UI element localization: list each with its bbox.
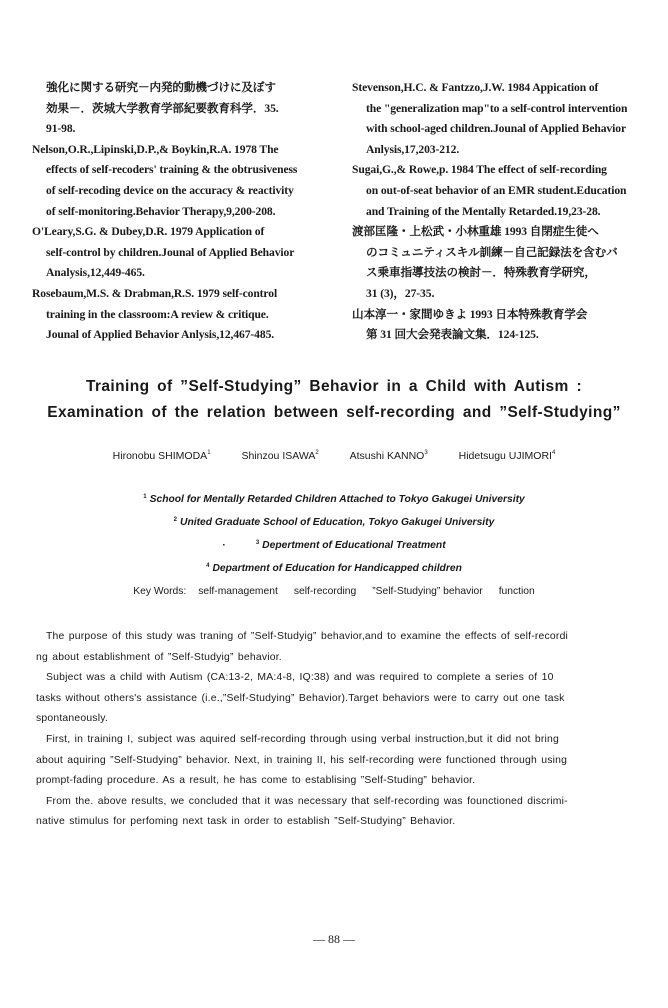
keyword: self-management <box>198 586 278 597</box>
reference-line: Rosebaum,M.S. & Drabman,R.S. 1979 self-control <box>32 286 278 300</box>
reference-line: 山本淳一・家間ゆきよ 1993 日本特殊教育学会 <box>352 307 588 321</box>
abstract-line: From the. above results, we concluded that it was necessary that self-recording was founctioned discrimi- <box>46 795 568 807</box>
affiliation-mark: 4 <box>206 563 210 569</box>
affiliation-text: School for Mentally Retarded Children Attached to Tokyo Gakugei University <box>149 494 525 505</box>
reference-line: 31 (3)，27-35. <box>366 286 435 300</box>
reference-line: on out-of-seat behavior of an EMR student.Education <box>366 183 627 197</box>
reference-line: the "generalization map"to a self-control intervention <box>366 101 628 115</box>
author <box>459 450 556 462</box>
reference-entry <box>32 78 332 140</box>
reference-line: Anlysis,17,203-212. <box>366 142 460 156</box>
author-name: Hironobu SHIMODA <box>112 450 208 462</box>
reference-line: Sugai,G.,& Rowe,p. 1984 The effect of self-recording <box>352 163 607 177</box>
reference-line: Analysis,12,449-465. <box>46 266 145 280</box>
affiliation-mark: 2 <box>315 450 319 456</box>
page-number: — 88 — <box>313 932 355 946</box>
reference-entry <box>352 222 652 304</box>
references-left-column <box>32 78 332 346</box>
keyword: self-recording <box>293 586 357 597</box>
reference-line: of self-monitoring.Behavior Therapy,9,200-208. <box>46 204 276 218</box>
reference-entry <box>352 160 652 222</box>
affiliation-text: Depertment of Educational Treatment <box>262 540 446 551</box>
affiliation-mark: 4 <box>551 450 556 456</box>
reference-line: effects of self-recoders' training & the obtrusiveness <box>46 163 298 177</box>
stray-dot: · <box>222 540 226 551</box>
author <box>113 450 211 462</box>
abstract <box>36 627 636 833</box>
reference-entry <box>32 222 332 284</box>
affiliation-mark: 1 <box>143 494 147 500</box>
abstract-line: The purpose of this study was traning of ”Self-Studyig” behavior,and to examine the effects of self-recordi <box>46 631 569 642</box>
affiliation-text: United Graduate School of Education, Tokyo Gakugei University <box>180 517 495 528</box>
affiliation-mark: 1 <box>207 450 211 456</box>
reference-entry <box>352 78 652 160</box>
references-right-column <box>352 78 652 346</box>
reference-line: ス乗車指導技法の検討－．特殊教育学研究， <box>366 266 596 280</box>
paper-title-line-1: Training of ”Self-Studying” Behavior in a Child with Autism : <box>85 378 583 395</box>
reference-entry <box>32 140 332 222</box>
paper-title-line-2: Examination of the relation between self-recording and ”Self-Studying” <box>47 404 621 421</box>
affiliation-mark: 3 <box>255 540 260 546</box>
author-name: Atsushi KANNO <box>349 450 425 462</box>
abstract-line: native stimulus for perfoming next task in order to establish ”Self-Studying” Behavior. <box>36 816 456 828</box>
reference-line: O'Leary,S.G. & Dubey,D.R. 1979 Application of <box>32 225 265 239</box>
abstract-line: spontaneously. <box>36 713 108 725</box>
author-list <box>0 450 668 462</box>
affiliation-list <box>0 487 668 579</box>
reference-line: and Training of the Mentally Retarded.19,23-28. <box>366 204 601 218</box>
reference-line: 91-98. <box>46 122 76 136</box>
reference-entry <box>32 284 332 346</box>
keywords <box>0 586 668 597</box>
reference-line: with school-aged children.Jounal of Applied Behavior <box>366 122 626 136</box>
abstract-line: prompt-fading procedure. As a result, he has come to establising ”Self-Studing” behavior. <box>36 775 476 787</box>
reference-line: 強化に関する研究－内発的動機づけに及ぼす <box>46 81 276 94</box>
reference-line: Stevenson,H.C. & Fantzzo,J.W. 1984 Appication of <box>352 81 599 94</box>
author-name: Shinzou ISAWA <box>241 450 316 462</box>
affiliation <box>0 533 668 556</box>
affiliation <box>0 556 668 579</box>
author-name: Hidetsugu UJIMORI <box>458 450 552 462</box>
abstract-line: Subject was a child with Autism (CA:13-2, MA:4-8, IQ:38) and was required to complete a series of 10 <box>46 672 554 684</box>
abstract-line: First, in training I, subject was aquired self-recording through using verbal instruction,but it did not bring <box>46 733 560 745</box>
affiliation <box>0 510 668 533</box>
reference-line: Jounal of Applied Behavior Anlysis,12,467-485. <box>46 328 275 342</box>
reference-line: of self-recoding device on the accuracy & reactivity <box>46 183 294 197</box>
author <box>350 450 428 462</box>
affiliation-mark: 3 <box>424 450 428 456</box>
reference-entry <box>352 305 652 346</box>
abstract-line: about aquiring ”Self-Studying” behavior. Next, in training II, his self-recording were functioned through using <box>36 754 568 766</box>
keyword: ”Self-Studying” behavior <box>372 586 483 597</box>
reference-line: のコミュニティスキル訓練－自己記録法を含むバ <box>366 245 618 259</box>
reference-line: 効果－．茨城大学教育学部紀要教育科学．35. <box>46 101 279 115</box>
reference-line: 渡部匡隆・上松武・小林重雄 1993 自閉症生徒へ <box>352 225 599 239</box>
affiliation <box>0 487 668 510</box>
reference-line: self-control by children.Jounal of Applied Behavior <box>46 245 295 259</box>
abstract-line: ng about establishment of ”Self-Studyig” behavior. <box>36 651 282 663</box>
affiliation-mark: 2 <box>173 517 178 523</box>
keyword: function <box>498 586 535 597</box>
author <box>241 450 318 462</box>
reference-line: training in the classroom:A review & critique. <box>46 307 269 321</box>
affiliation-text: Department of Education for Handicapped children <box>212 563 462 574</box>
reference-line: Nelson,O.R.,Lipinski,D.P.,& Boykin,R.A. 1978 The <box>32 142 279 156</box>
keywords-label: Key Words: <box>133 586 187 597</box>
abstract-line: tasks without others's assistance (i.e.,”Self-Studying” Behavior).Target behaviors were to carry out one task <box>36 692 565 704</box>
reference-line: 第 31 回大会発表論文集．124-125. <box>366 328 539 342</box>
